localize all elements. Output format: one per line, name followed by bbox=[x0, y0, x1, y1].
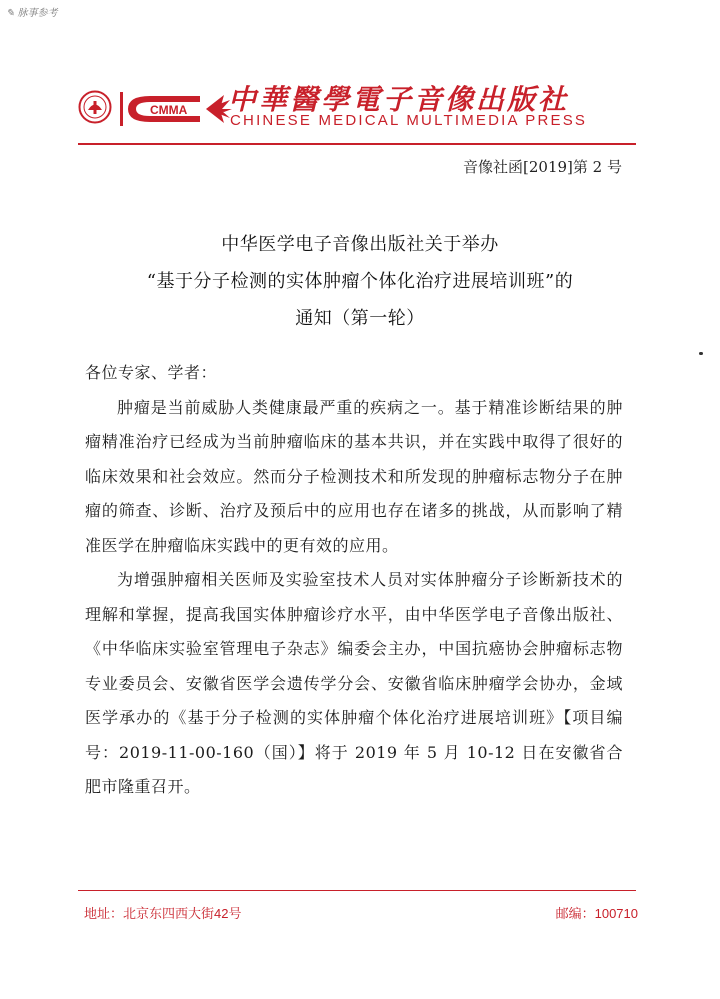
press-name-chinese: 中華醫學電子音像出版社 bbox=[228, 83, 570, 116]
document-number: 音像社函[2019]第 2 号 bbox=[463, 158, 622, 176]
footer-postcode: 邮编：100710 bbox=[555, 906, 638, 921]
letterhead bbox=[78, 83, 638, 146]
title-line-3: 通知（第一轮） bbox=[295, 308, 425, 329]
salutation: 各位专家、学者： bbox=[85, 363, 218, 382]
svg-text:CMMA: CMMA bbox=[150, 103, 188, 117]
title-line-2: “基于分子检测的实体肿瘤个体化治疗进展培训班”的 bbox=[146, 271, 574, 292]
press-name-english: CHINESE MEDICAL MULTIMEDIA PRESS bbox=[230, 112, 588, 129]
footer-address: 地址：北京东四西大街42号 bbox=[84, 906, 242, 921]
corner-watermark: ✎ 脉事参考 bbox=[6, 8, 58, 19]
paragraph-announcement: 为增强肿瘤相关医师及实验室技术人员对实体肿瘤分子诊断新技术的理解和掌握，提高我国实体肿瘤诊疗水平，由中华医学电子音像出版社、《中华临床实验室管理电子杂志》编委会主办，中国抗癌协会肿瘤标志物专业委员会、安徽省医学会遗传学分会、安徽省临床肿瘤学会协办，金域医学承办的《基于分子检测的实体肿瘤个体化治疗进展培训班》【项目编号：2019-11-00-160（国）】将于 2019 年 5 月 10-12 日在安徽省合肥市隆重召开。 bbox=[85, 570, 623, 796]
title-line-1: 中华医学电子音像出版社关于举办 bbox=[221, 234, 499, 255]
society-seal-logo bbox=[78, 90, 112, 124]
letter-body bbox=[85, 356, 623, 805]
scan-speck bbox=[699, 352, 703, 355]
footer-divider bbox=[78, 890, 636, 891]
paragraph-background: 肿瘤是当前威胁人类健康最严重的疾病之一。基于精准诊断结果的肿瘤精准治疗已经成为当前肿瘤临床的基本共识，并在实践中取得了很好的临床效果和社会效应。然而分子检测技术和所发现的肿瘤标志物分子在肿瘤的筛查、诊断、治疗及预后中的应用也存在诸多的挑战，从而影响了精准医学在肿瘤临床实践中的更有效的应用。 bbox=[85, 397, 623, 555]
letterhead-divider bbox=[78, 143, 636, 145]
